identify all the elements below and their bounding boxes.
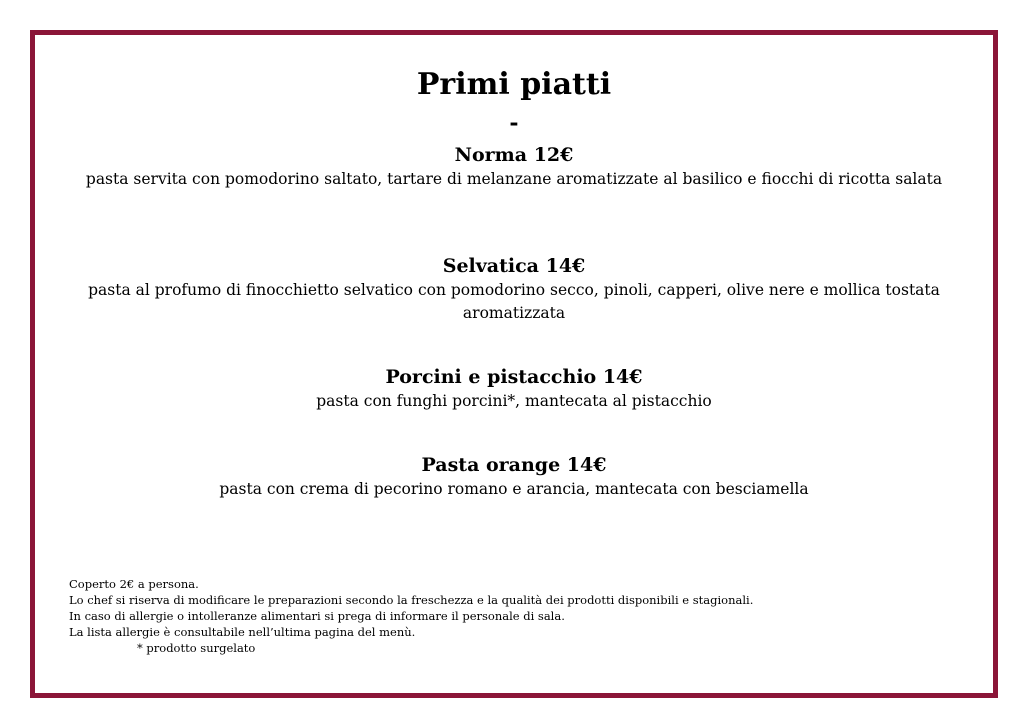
dish-name: Pasta orange 14€ bbox=[421, 454, 607, 476]
dish-name: Selvatica 14€ bbox=[442, 255, 586, 277]
dish-item bbox=[75, 364, 953, 413]
note-allergies: In caso di allergie o intolleranze alimentari si prega di informare il personale di sala. bbox=[69, 609, 565, 623]
note-frozen-product: * prodotto surgelato bbox=[137, 641, 256, 655]
dish-description: pasta al profumo di finocchietto selvatico con pomodorino secco, pinoli, capperi, olive nere e mollica tostata aromatizzata bbox=[88, 281, 940, 322]
note-allergy-list: La lista allergie è consultabile nell’ultima pagina del menù. bbox=[69, 625, 416, 639]
dish-item bbox=[75, 452, 953, 501]
dish-name: Porcini e pistacchio 14€ bbox=[385, 366, 643, 388]
footer-notes bbox=[69, 576, 949, 656]
note-chef: Lo chef si riserva di modificare le preparazioni secondo la freschezza e la qualità dei prodotti disponibili e stagionali. bbox=[69, 593, 754, 607]
dish-item bbox=[75, 142, 953, 191]
title-separator: - bbox=[509, 110, 519, 136]
dish-name: Norma 12€ bbox=[454, 144, 574, 166]
note-cover-charge: Coperto 2€ a persona. bbox=[69, 577, 199, 591]
page-title: Primi piatti bbox=[416, 67, 612, 102]
dish-description: pasta servita con pomodorino saltato, tartare di melanzane aromatizzate al basilico e fiocchi di ricotta salata bbox=[85, 170, 943, 188]
menu-frame bbox=[30, 30, 998, 698]
dish-description: pasta con funghi porcini*, mantecata al pistacchio bbox=[316, 392, 712, 410]
dish-description: pasta con crema di pecorino romano e arancia, mantecata con besciamella bbox=[219, 480, 809, 498]
dish-item bbox=[75, 253, 953, 325]
